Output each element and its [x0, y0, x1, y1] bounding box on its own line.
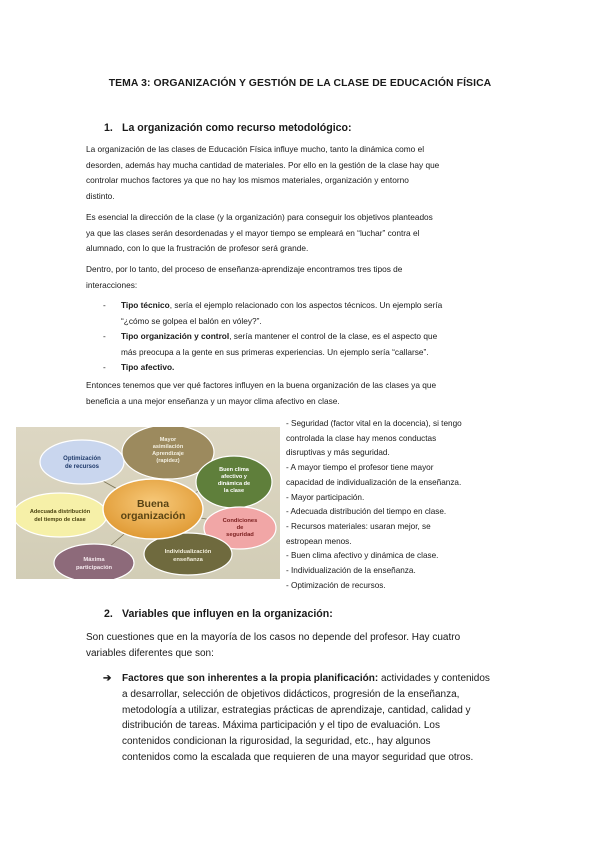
item-bold: Tipo afectivo.	[121, 362, 175, 373]
arrow-icon: ➔	[103, 673, 112, 684]
section-2-title: Variables que influyen en la organización:	[122, 608, 333, 620]
text-line: variables diferentes que son:	[86, 647, 214, 659]
list-item	[103, 298, 518, 329]
list-line: - Buen clima afectivo y dinámica de clase.	[286, 551, 439, 561]
text-line: controlar muchos factores ya que no hay los mismos materiales, organización y entorno	[86, 175, 409, 186]
bullet-dash: -	[103, 331, 106, 342]
text-line: contenidos condicionan la rigurosidad, la seguridad, etc., hay algunos	[122, 736, 431, 748]
node-label: participación	[75, 565, 113, 571]
node-label: Buen clima	[219, 467, 249, 473]
list-line: - Adecuada distribución del tiempo en clase.	[286, 507, 447, 517]
paragraph-4	[86, 378, 518, 409]
node-label: Máxima	[83, 557, 105, 563]
text-line: beneficia a una mejor enseñanza y un mayor clima afectivo en clase.	[86, 395, 340, 406]
text-line: Son cuestiones que en la mayoría de los casos no depende del profesor. Hay cuatro	[86, 632, 461, 643]
text-line: a desarrollar, selección de objetivos didácticos, progresión de la enseñanza,	[122, 688, 460, 700]
node-label: de	[236, 525, 244, 531]
item-bold: Tipo organización y control	[121, 331, 230, 342]
center-label-1: Buena	[136, 498, 170, 510]
list-line: controlada la clase hay menos conductas	[286, 433, 437, 443]
center-label-2: organización	[120, 510, 186, 522]
section-1-title: La organización como recurso metodológico:	[122, 122, 352, 134]
item-bold: Factores que son inherentes a la propia planificación:	[122, 673, 379, 684]
diagram-svg	[16, 427, 280, 579]
node-label: Individualización	[164, 549, 212, 555]
node-label: enseñanza	[173, 557, 203, 563]
item-text: , sería mantener el control de la clase, es el aspecto que	[229, 331, 438, 342]
node-optimizacion	[40, 440, 124, 484]
paragraph-2	[86, 210, 518, 257]
text-line: distinto.	[86, 190, 115, 201]
item-text: , sería el ejemplo relacionado con los aspectos técnicos. Un ejemplo sería	[169, 300, 443, 310]
node-label: asimilación	[152, 444, 184, 450]
page-title: TEMA 3: ORGANIZACIÓN Y GESTIÓN DE LA CLASE DE EDUCACIÓN FÍSICA	[108, 78, 492, 89]
text-line: metodología a utilizar, estrategias prácticas de aprendizaje, cantidad, calidad y	[122, 704, 471, 716]
text-line: Entonces tenemos que ver qué factores influyen en la buena organización de las clases ya que	[86, 380, 437, 390]
item-text: “¿cómo se golpea el balón en vóley?”.	[121, 315, 262, 326]
list-line: capacidad de individualización de la enseñanza.	[286, 477, 462, 487]
list-line: - Recursos materiales: usaran mejor, se	[286, 521, 431, 531]
paragraph-1	[86, 142, 518, 204]
interaction-types-list	[103, 298, 518, 376]
node-label: Mayor	[159, 437, 177, 443]
node-label: Aprendizaje	[152, 451, 184, 457]
text-line: Es esencial la dirección de la clase (y la organización) para conseguir los objetivos planteados	[86, 212, 433, 222]
node-label: del tiempo de clase	[34, 517, 86, 523]
item-text: actividades y contenidos	[378, 673, 490, 684]
section-2-number: 2.	[104, 608, 113, 620]
section-2-intro	[86, 630, 518, 662]
node-label: de recursos	[64, 464, 100, 470]
text-line: desorden, además hay mucha cantidad de materiales. Por ello en la gestión de la clase hay que	[86, 159, 440, 170]
node-distribucion	[16, 493, 107, 537]
node-label: la clase	[223, 488, 245, 494]
list-line: - A mayor tiempo el profesor tiene mayor	[286, 463, 434, 473]
node-label: seguridad	[226, 532, 254, 538]
node-label: Adecuada distribución	[29, 509, 91, 515]
item-bold: Tipo técnico	[121, 300, 170, 310]
node-label: afectivo y	[221, 474, 247, 480]
bullet-dash: -	[103, 300, 106, 310]
section-1-number: 1.	[104, 122, 113, 134]
text-line: distribución de tareas. Máxima participación y el tipo de evaluación. Los	[122, 720, 440, 732]
node-label: dinámica de	[217, 481, 251, 487]
paragraph-3	[86, 262, 518, 293]
factors-list	[286, 417, 526, 593]
node-label: Condiciones	[222, 518, 258, 524]
list-line: estropean menos.	[286, 536, 352, 546]
text-line: contenidos como la escalada que requieren de una mayor seguridad que otros.	[122, 751, 474, 763]
node-label: Optimización	[63, 456, 101, 462]
list-line: disruptivas y más seguridad.	[286, 448, 390, 458]
section-1-heading	[104, 122, 352, 134]
section-2-heading	[104, 608, 333, 620]
bullet-dash: -	[103, 362, 106, 373]
node-label: (rapidez)	[156, 458, 180, 464]
text-line: La organización de las clases de Educación Física influye mucho, tanto la dinámica como el	[86, 144, 425, 154]
list-line: - Individualización de la enseñanza.	[286, 566, 416, 576]
list-item	[103, 329, 518, 360]
organization-diagram	[16, 427, 280, 579]
list-item	[103, 360, 518, 376]
item-text: más preocupa a la gente en sus primeras experiencias. Un ejemplo sería “callarse”.	[121, 346, 429, 357]
text-line: ya que las clases serán desordenadas y el mayor tiempo se empleará en “luchar” contra el	[86, 227, 420, 238]
list-line: - Optimización de recursos.	[286, 580, 386, 590]
text-line: alumnado, con lo que la frustración de profesor será grande.	[86, 243, 309, 254]
text-line: Dentro, por lo tanto, del proceso de enseñanza-aprendizaje encontramos tres tipos de	[86, 264, 403, 274]
text-line: interacciones:	[86, 279, 138, 290]
list-line: - Mayor participación.	[286, 492, 365, 502]
list-line: - Seguridad (factor vital en la docencia), si tengo	[286, 419, 462, 428]
planning-factors-item	[103, 671, 521, 766]
